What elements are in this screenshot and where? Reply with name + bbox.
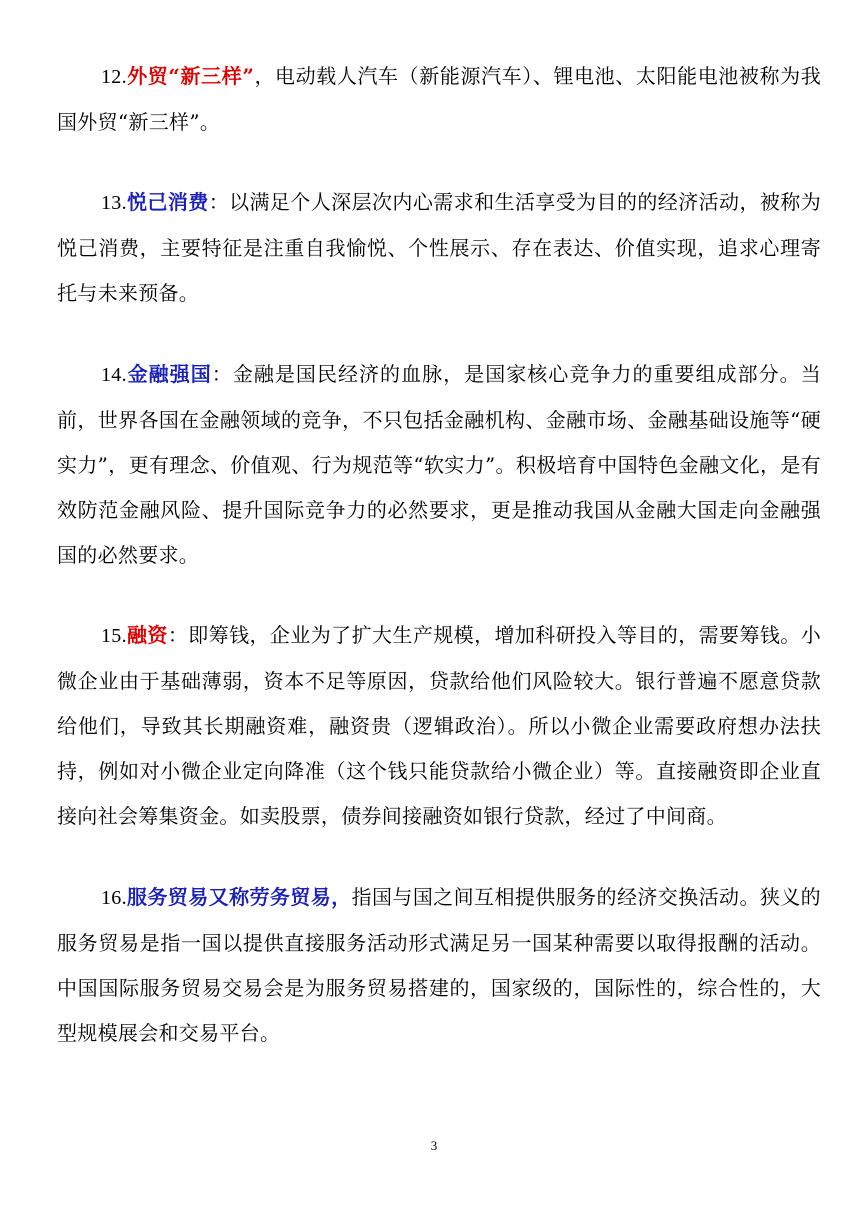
item-body: 指国与国之间互相提供服务的经济交换活动。狭义的服务贸易是指一国以提供直接服务活动形式满足另一国某种需要以取得报酬的活动。中国国际服务贸易交易会是为服务贸易搭建的，国家级的，国际性的，综合性的，大型规模展会和交易平台。 — [57, 885, 821, 1045]
glossary-item-16 — [57, 875, 821, 1056]
glossary-item-12 — [57, 54, 821, 145]
item-number: 12. — [101, 66, 127, 88]
item-body: ，电动载人汽车（新能源汽车）、锂电池、太阳能电池被称为我国外贸“新三样”。 — [57, 64, 822, 134]
item-term: 悦己消费 — [126, 190, 209, 214]
item-term: 金融强国 — [126, 362, 212, 386]
item-body: ：金融是国民经济的血脉，是国家核心竞争力的重要组成部分。当前，世界各国在金融领域的竞争，不只包括金融机构、金融市场、金融基础设施等“硬实力”，更有理念、价值观、行为规范等“软实力”。积极培育中国特色金融文化，是有效防范金融风险、提升国际竞争力的必然要求，更是推动我国从金融大国走向金融强国的必然要求。 — [57, 362, 822, 567]
item-term: 服务贸易又称劳务贸易， — [126, 885, 352, 909]
glossary-item-13 — [57, 180, 821, 316]
item-body: ：即筹钱，企业为了扩大生产规模，增加科研投入等目的，需要筹钱。小微企业由于基础薄弱，资本不足等原因，贷款给他们风险较大。银行普遍不愿意贷款给他们，导致其长期融资难，融资贵（逻辑政治）。所以小微企业需要政府想办法扶持，例如对小微企业定向降准（这个钱只能贷款给小微企业）等。直接融资即企业直接向社会筹集资金。如卖股票，债券间接融资如银行贷款，经过了中间商。 — [57, 623, 821, 828]
item-number: 15. — [101, 625, 127, 647]
item-term: 外贸“新三样” — [126, 64, 255, 88]
item-number: 16. — [101, 887, 127, 909]
item-number: 13. — [101, 192, 127, 214]
item-body: ：以满足个人深层次内心需求和生活享受为目的的经济活动，被称为悦己消费，主要特征是注重自我愉悦、个性展示、存在表达、价值实现，追求心理寄托与未来预备。 — [57, 190, 822, 305]
page-number: 3 — [430, 1138, 438, 1153]
item-number: 14. — [101, 364, 127, 386]
glossary-item-15 — [57, 613, 821, 839]
glossary-item-14 — [57, 352, 821, 578]
item-term: 融资 — [126, 623, 168, 647]
